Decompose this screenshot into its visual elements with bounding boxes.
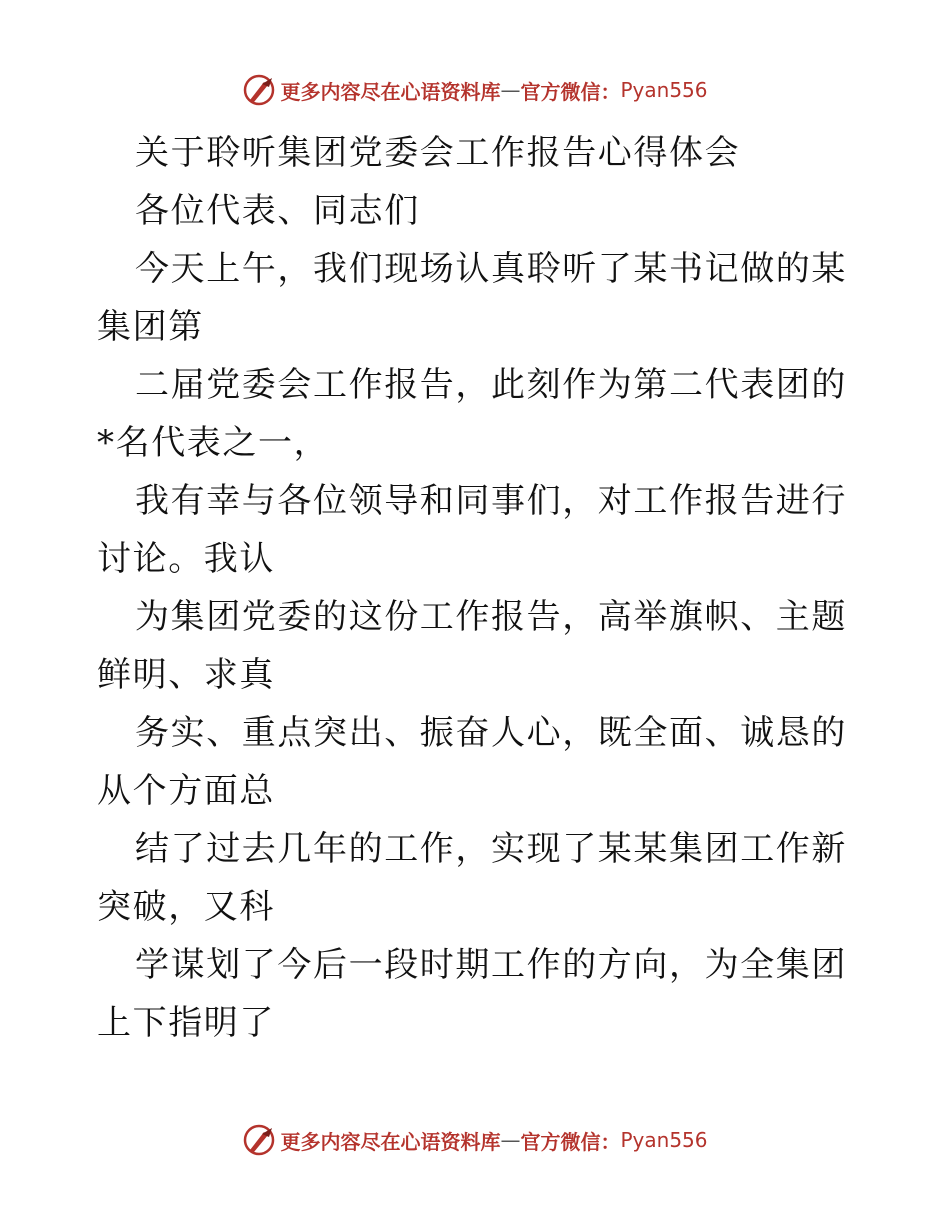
footer-banner (0, 1120, 950, 1160)
body-paragraph: 二届党委会工作报告，此刻作为第二代表团的*名代表之一， (97, 365, 847, 463)
body-paragraph: 今天上午，我们现场认真聆听了某书记做的某集团第 (97, 249, 847, 347)
banner-separator: — (500, 1128, 521, 1152)
salutation: 各位代表、同志们 (135, 191, 420, 231)
banner-separator: — (500, 78, 521, 102)
body-paragraph: 学谋划了今后一段时期工作的方向，为全集团上下指明了 (97, 945, 847, 1043)
banner-contact-id: Pyan556 (620, 78, 708, 102)
quill-pen-logo-icon (242, 1123, 276, 1157)
banner-contact-label: 官方微信： (520, 1129, 621, 1154)
body-paragraph: 务实、重点突出、振奋人心，既全面、诚恳的从个方面总 (97, 713, 847, 811)
body-paragraph: 为集团党委的这份工作报告，高举旗帜、主题鲜明、求真 (97, 597, 847, 695)
document-title: 关于聆听集团党委会工作报告心得体会 (135, 133, 741, 173)
header-banner (0, 70, 950, 110)
banner-site-name: 更多内容尽在心语资料库 (280, 1129, 501, 1154)
banner-contact-label: 官方微信： (520, 79, 621, 104)
banner-site-name: 更多内容尽在心语资料库 (280, 79, 501, 104)
document-body (97, 124, 857, 1052)
banner-contact-id: Pyan556 (620, 1128, 708, 1152)
body-paragraph: 结了过去几年的工作，实现了某某集团工作新突破，又科 (97, 829, 847, 927)
quill-pen-logo-icon (242, 73, 276, 107)
body-paragraph: 我有幸与各位领导和同事们，对工作报告进行讨论。我认 (97, 481, 847, 579)
